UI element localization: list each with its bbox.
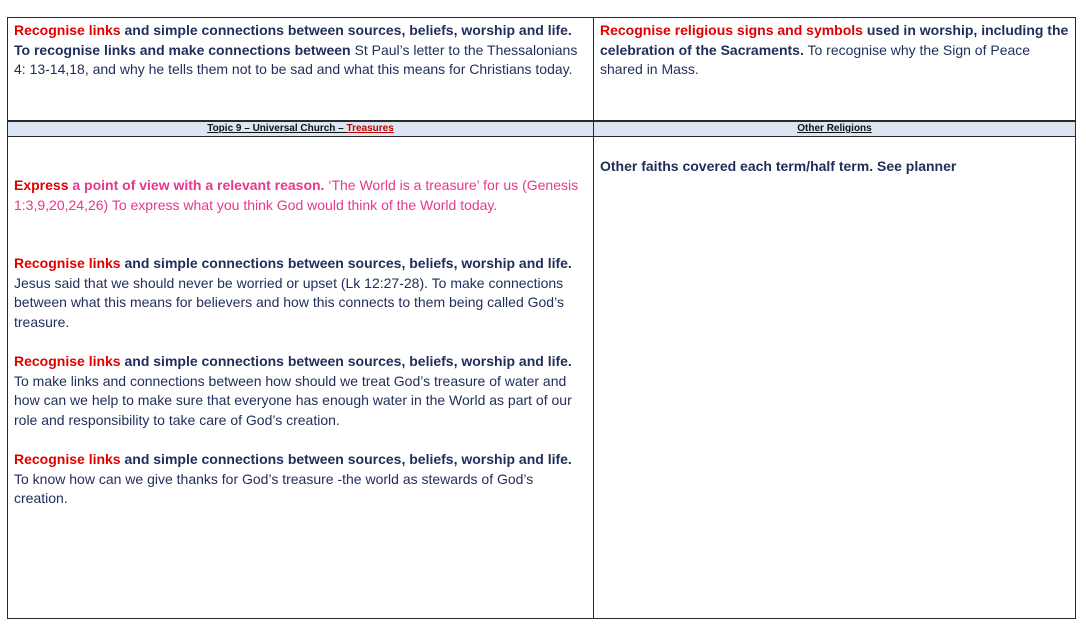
- topic-header: [7, 121, 594, 137]
- other-faiths-note: Other faiths covered each term/half term. See planner: [600, 158, 957, 174]
- top-right-lead-rest: used in worship, including the celebration of the Sacraments.: [600, 22, 1069, 58]
- top-right-text: [600, 21, 1070, 80]
- top-left-sub-bold: To recognise links and make connections between: [14, 41, 351, 58]
- paragraph-water: Recognise links and simple connections between sources, beliefs, worship and life. To make links and connections between how should we treat God’s treasure of water and how can we help to make sure that everyone has enough water in the World as part of our role and responsibility to take care of God’s creation.: [14, 353, 572, 428]
- bottom-right-cell: [593, 136, 1076, 619]
- paragraph-express: Express a point of view with a relevant reason. ‘The World is a treasure’ for us (Genesis 1:3,9,20,24,26) To express what you think God would think of the World today.: [14, 177, 579, 213]
- topic-header-prefix: Topic 9 – Universal Church –: [207, 123, 347, 134]
- top-left-text: [14, 21, 588, 80]
- top-right-sub-text: To recognise why the Sign of Peace shared in Mass.: [600, 41, 1031, 78]
- other-religions-header: [593, 121, 1076, 137]
- top-left-lead-rest: and simple connections between sources, beliefs, worship and life.: [120, 22, 572, 38]
- topic-header-highlight: Treasures: [346, 123, 394, 134]
- top-left-lead-red: Recognise links: [14, 22, 121, 38]
- top-right-lead-red: Recognise religious signs and symbols: [600, 22, 863, 38]
- top-left-sub-text: St Paul’s letter to the Thessalonians 4: 13-14,18, and why he tells them not to be sad and what this means for Christians today.: [14, 41, 578, 78]
- paragraph-worry: Recognise links and simple connections between sources, beliefs, worship and life. Jesus said that we should never be worried or upset (Lk 12:27-28). To make connections between what this means for believers and how this connects to them being called God’s treasure.: [14, 255, 572, 330]
- other-religions-title: Other Religions: [797, 123, 872, 134]
- paragraph-thanks: Recognise links and simple connections between sources, beliefs, worship and life. To know how can we give thanks for God’s treasure -the world as stewards of God’s creation.: [14, 451, 572, 507]
